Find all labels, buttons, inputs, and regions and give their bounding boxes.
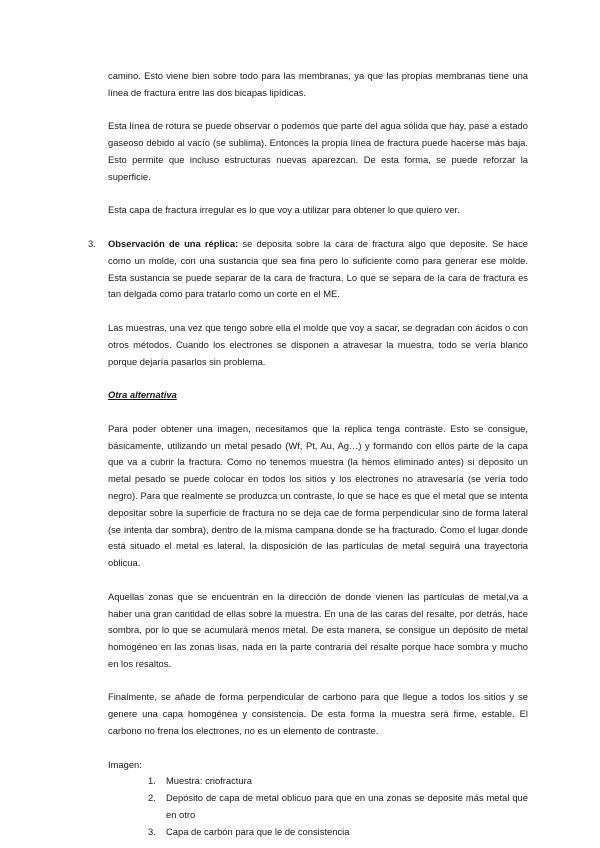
paragraph-membranes: camino. Esto viene bien sobre todo para las membranas, ya que las propias membranas tiene una línea de fractura entre las dos bicapas lipídicas. — [108, 70, 528, 98]
paragraph-samples: Las muestras, una vez que tengo sobre ella el molde que voy a sacar, se degradan con ácidos o con otros métodos. Cuando los electrones se disponen a atravesar la muestra, todo se vería blanco porque dejaría pasarlos sin problema. — [108, 321, 528, 367]
section-subheading: Otra alternativa — [108, 389, 177, 401]
list-item: 1. Muestra: criofractura — [148, 775, 252, 787]
paragraph-irregular-layer: Esta capa de fractura irregular es lo que voy a utilizar para obtener lo que quiero ver. — [108, 204, 460, 216]
image-label: Imagen: — [108, 758, 142, 770]
list-item-number: 3. — [88, 237, 96, 249]
image-steps-list — [108, 773, 528, 840]
paragraph-shadow: Aquellas zonas que se encuentran en la dirección de donde vienen las partículas de metal,va a haber una gran cantidad de ellas sobre la muestra. En una de las caras del resalte, por detrás, hace sombra, por lo que se acumulará menos metal. De esta manera, se consigue un depósito de metal homogéneo en las zonas lisas, nada en la parte contraria del resalte porque hace sombra y mucho en los resaltos. — [108, 590, 528, 669]
list-item-replica — [88, 236, 528, 303]
list-item: 3. Capa de carbón para que le de consistencia — [148, 825, 350, 837]
list-item-heading: Observación de una réplica: — [108, 237, 239, 249]
paragraph-carbon: Finalmente, se añade de forma perpendicular de carbono para que llegue a todos los sitios y se genere una capa homogénea y consistencia. De esta forma la muestra será firme, estable. El carbono no frena los electrones, no es un elemento de contraste. — [108, 691, 528, 737]
paragraph-fracture-line: Esta línea de rotura se puede observar o podemos que parte del agua sólida que hay, pase a estado gaseoso debido al vacío (se sublima). Entonces la propia línea de fractura puede hacerse más baja. Esto permite que incluso estructuras nuevas aparezcan. De esta forma, se puede reforzar la superficie. — [108, 120, 528, 182]
paragraph-contrast: Para poder obtener una imagen, necesitamos que la réplica tenga contraste. Esto se consigue, básicamente, utilizando un metal pesado (Wf, Pt, Au, Ag…) y formando con ellos parte de la capa que va a cubrir la fractura. Como no tenemos muestra (la hemos eliminado antes) si deposito un metal pesado se puede colocar en todos los sitios y los electrones no atravesaría (se vería todo negro). Para que realmente se produzca un contraste, lo que se hace es que el metal que se intenta depositar sobre la superficie de fractura no se deja cae de forma perpendicular sino de forma lateral (se intenta dar sombra), dentro de la misma campana donde se ha fracturado. Como el lugar donde está situado el metal es lateral, la disposición de las partículas de metal seguirá una trayectoria oblicua. — [108, 422, 528, 569]
list-item-text: se deposita sobre la cara de fractura algo que deposite. Se hace como un molde, con una sustancia que sea fina pero lo suficiente como para generar ese molde. Esta sustancia se puede separar de la cara de fractura. Lo que se separa de la cara de fractura es tan delgada como para tratarlo como un corte en el ME. — [108, 237, 528, 300]
list-item: 2. Depósito de capa de metal oblicuo para que en una zonas se deposite más metal que en otro — [148, 792, 528, 821]
